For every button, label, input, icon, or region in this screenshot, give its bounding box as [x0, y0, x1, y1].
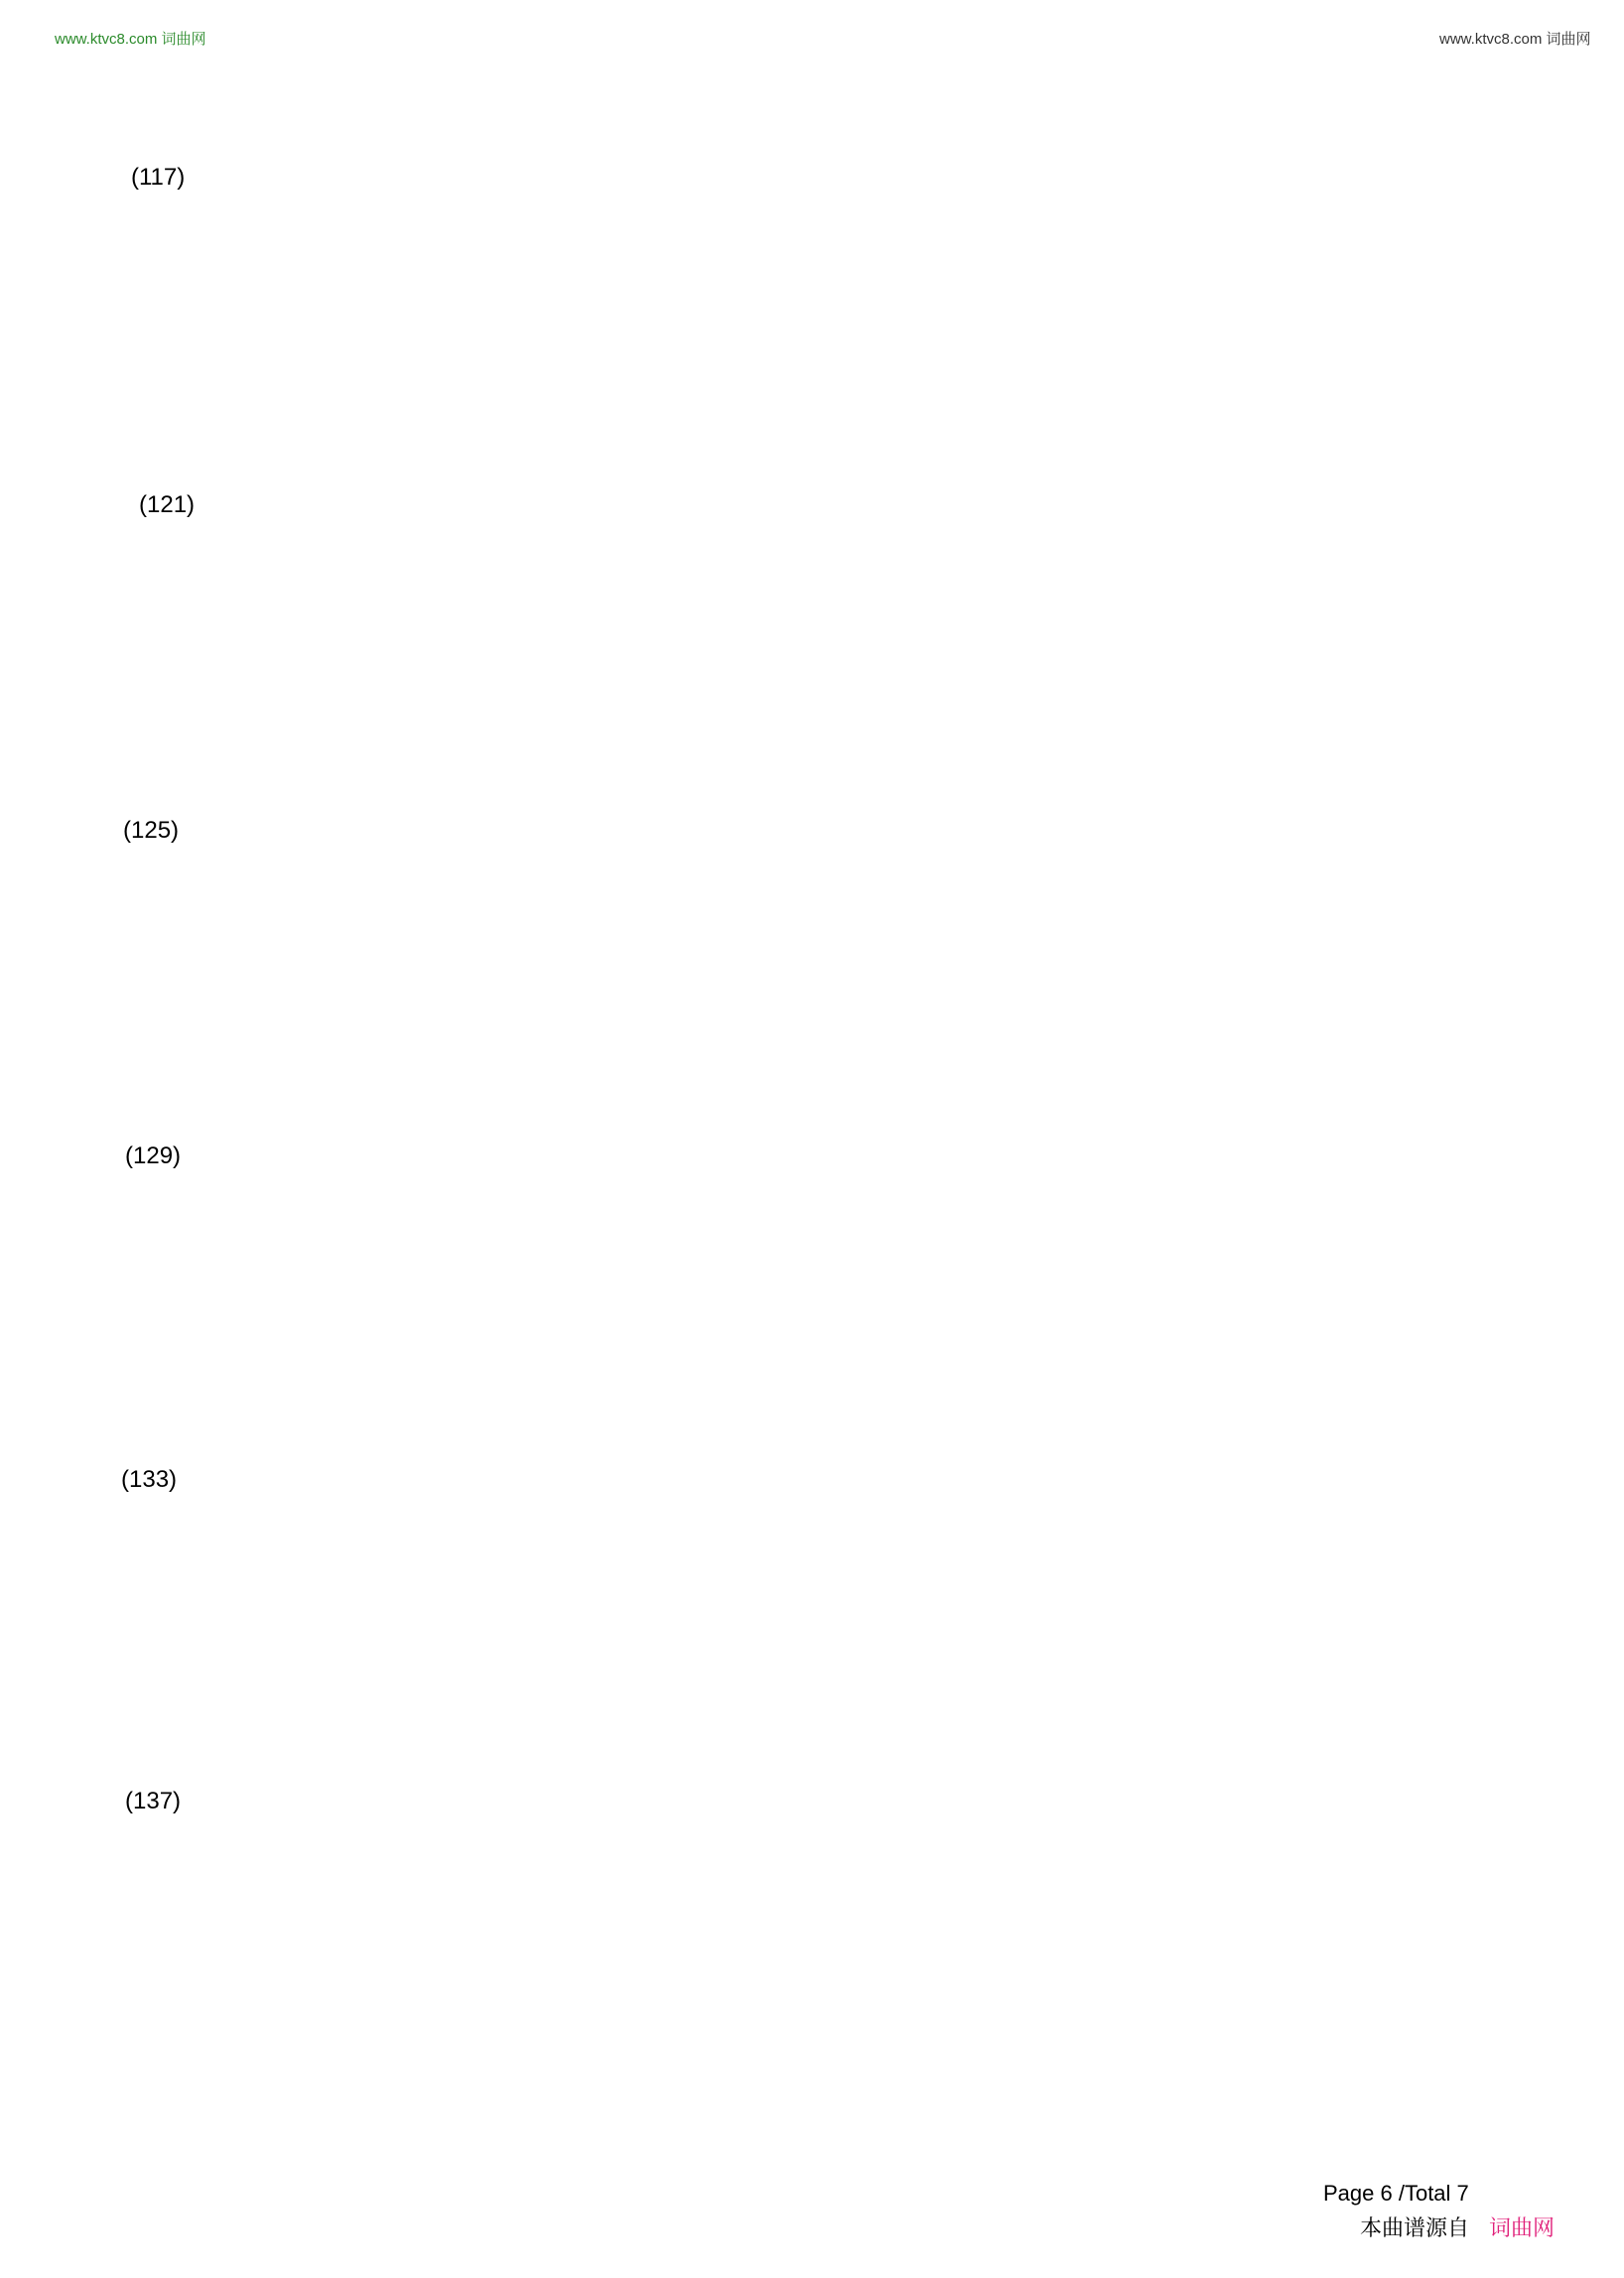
header-right: www.ktvc8.com 词曲网	[1439, 31, 1591, 48]
header-left: www.ktvc8.com 词曲网	[55, 31, 206, 48]
page-number: Page 6 /Total 7	[1323, 2181, 1469, 2206]
source-note: 本曲谱源自 词曲网	[1360, 2215, 1556, 2240]
score-page: www.ktvc8.com 词曲网 www.ktvc8.com 词曲网 (117) (121) (125) (129) (133) (137) Page 6 /Total 7 本曲谱源自 词曲网	[0, 0, 1624, 2278]
